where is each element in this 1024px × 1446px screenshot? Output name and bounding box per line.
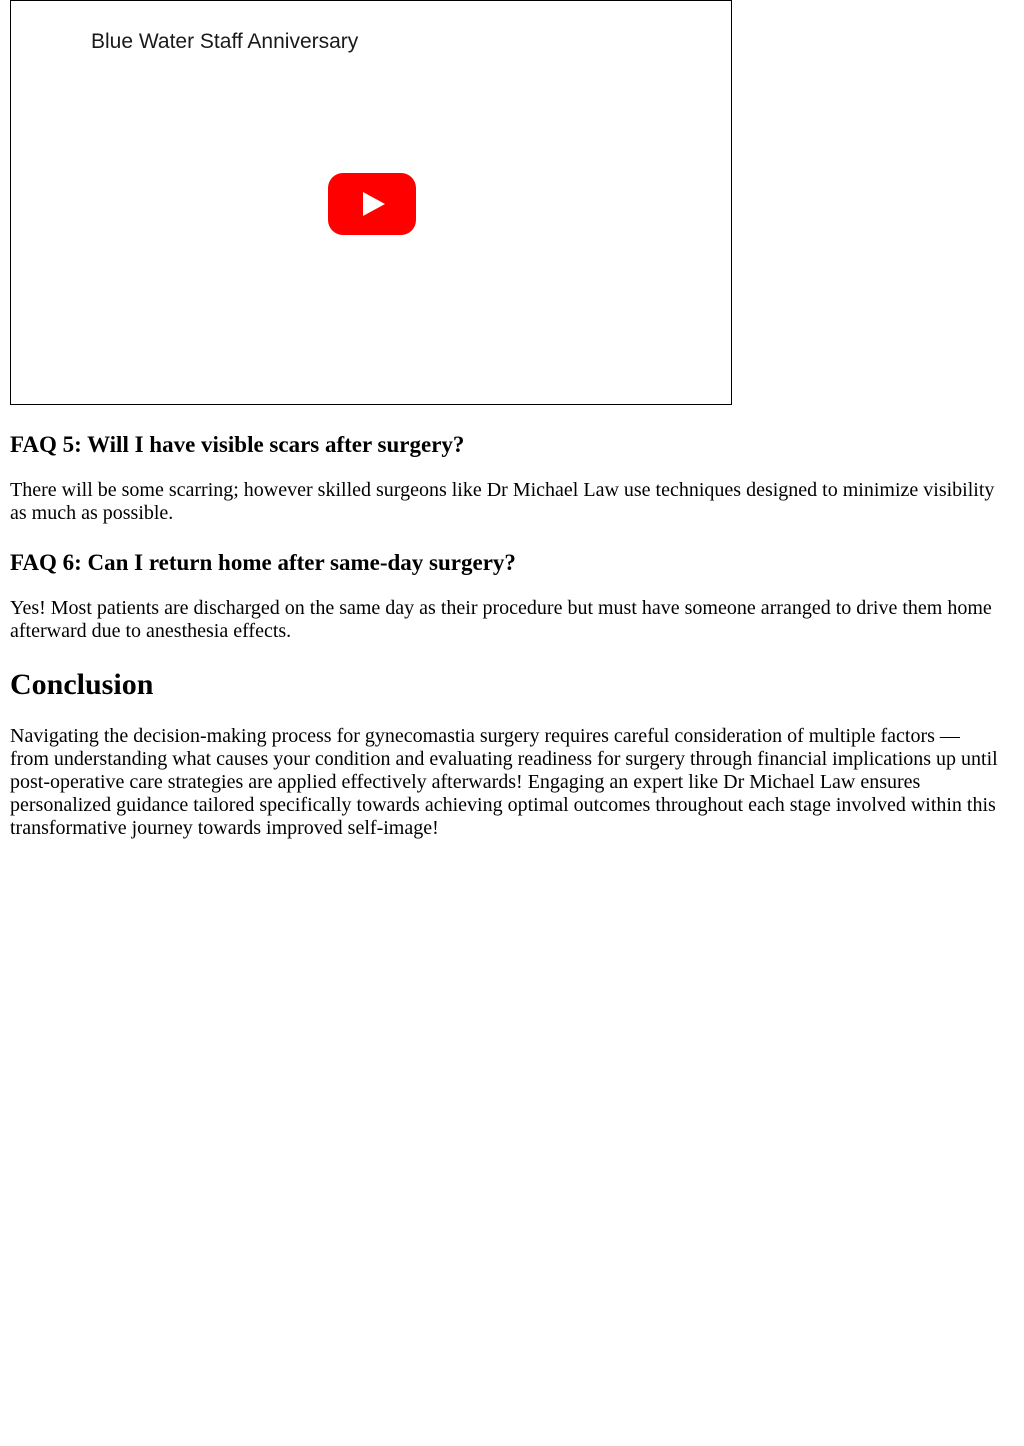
youtube-play-icon[interactable] bbox=[328, 173, 416, 235]
video-title[interactable]: Blue Water Staff Anniversary bbox=[91, 30, 359, 53]
conclusion-text: Navigating the decision-making process for gynecomastia surgery requires careful consideration of multiple factors — from understanding what causes your condition and evaluating readiness for surgery through financial implications up until post-operative care strategies are applied effectively afterwards! Engaging an expert like Dr Michael Law ensures personalized guidance tailored specifically towards achieving optimal outcomes throughout each stage involved within this transformative journey towards improved self-image! bbox=[10, 725, 998, 839]
faq-5-heading: FAQ 5: Will I have visible scars after surgery? bbox=[10, 432, 465, 457]
video-embed[interactable] bbox=[10, 0, 732, 405]
faq-5-answer: There will be some scarring; however skilled surgeons like Dr Michael Law use techniques designed to minimize visibility as much as possible. bbox=[10, 479, 995, 524]
faq-6-answer: Yes! Most patients are discharged on the same day as their procedure but must have someone arranged to drive them home afterward due to anesthesia effects. bbox=[10, 597, 992, 642]
faq-6-heading: FAQ 6: Can I return home after same-day surgery? bbox=[10, 550, 516, 575]
youtube-play-button[interactable] bbox=[328, 173, 416, 235]
conclusion-heading: Conclusion bbox=[10, 668, 154, 701]
article-content bbox=[10, 0, 1000, 840]
